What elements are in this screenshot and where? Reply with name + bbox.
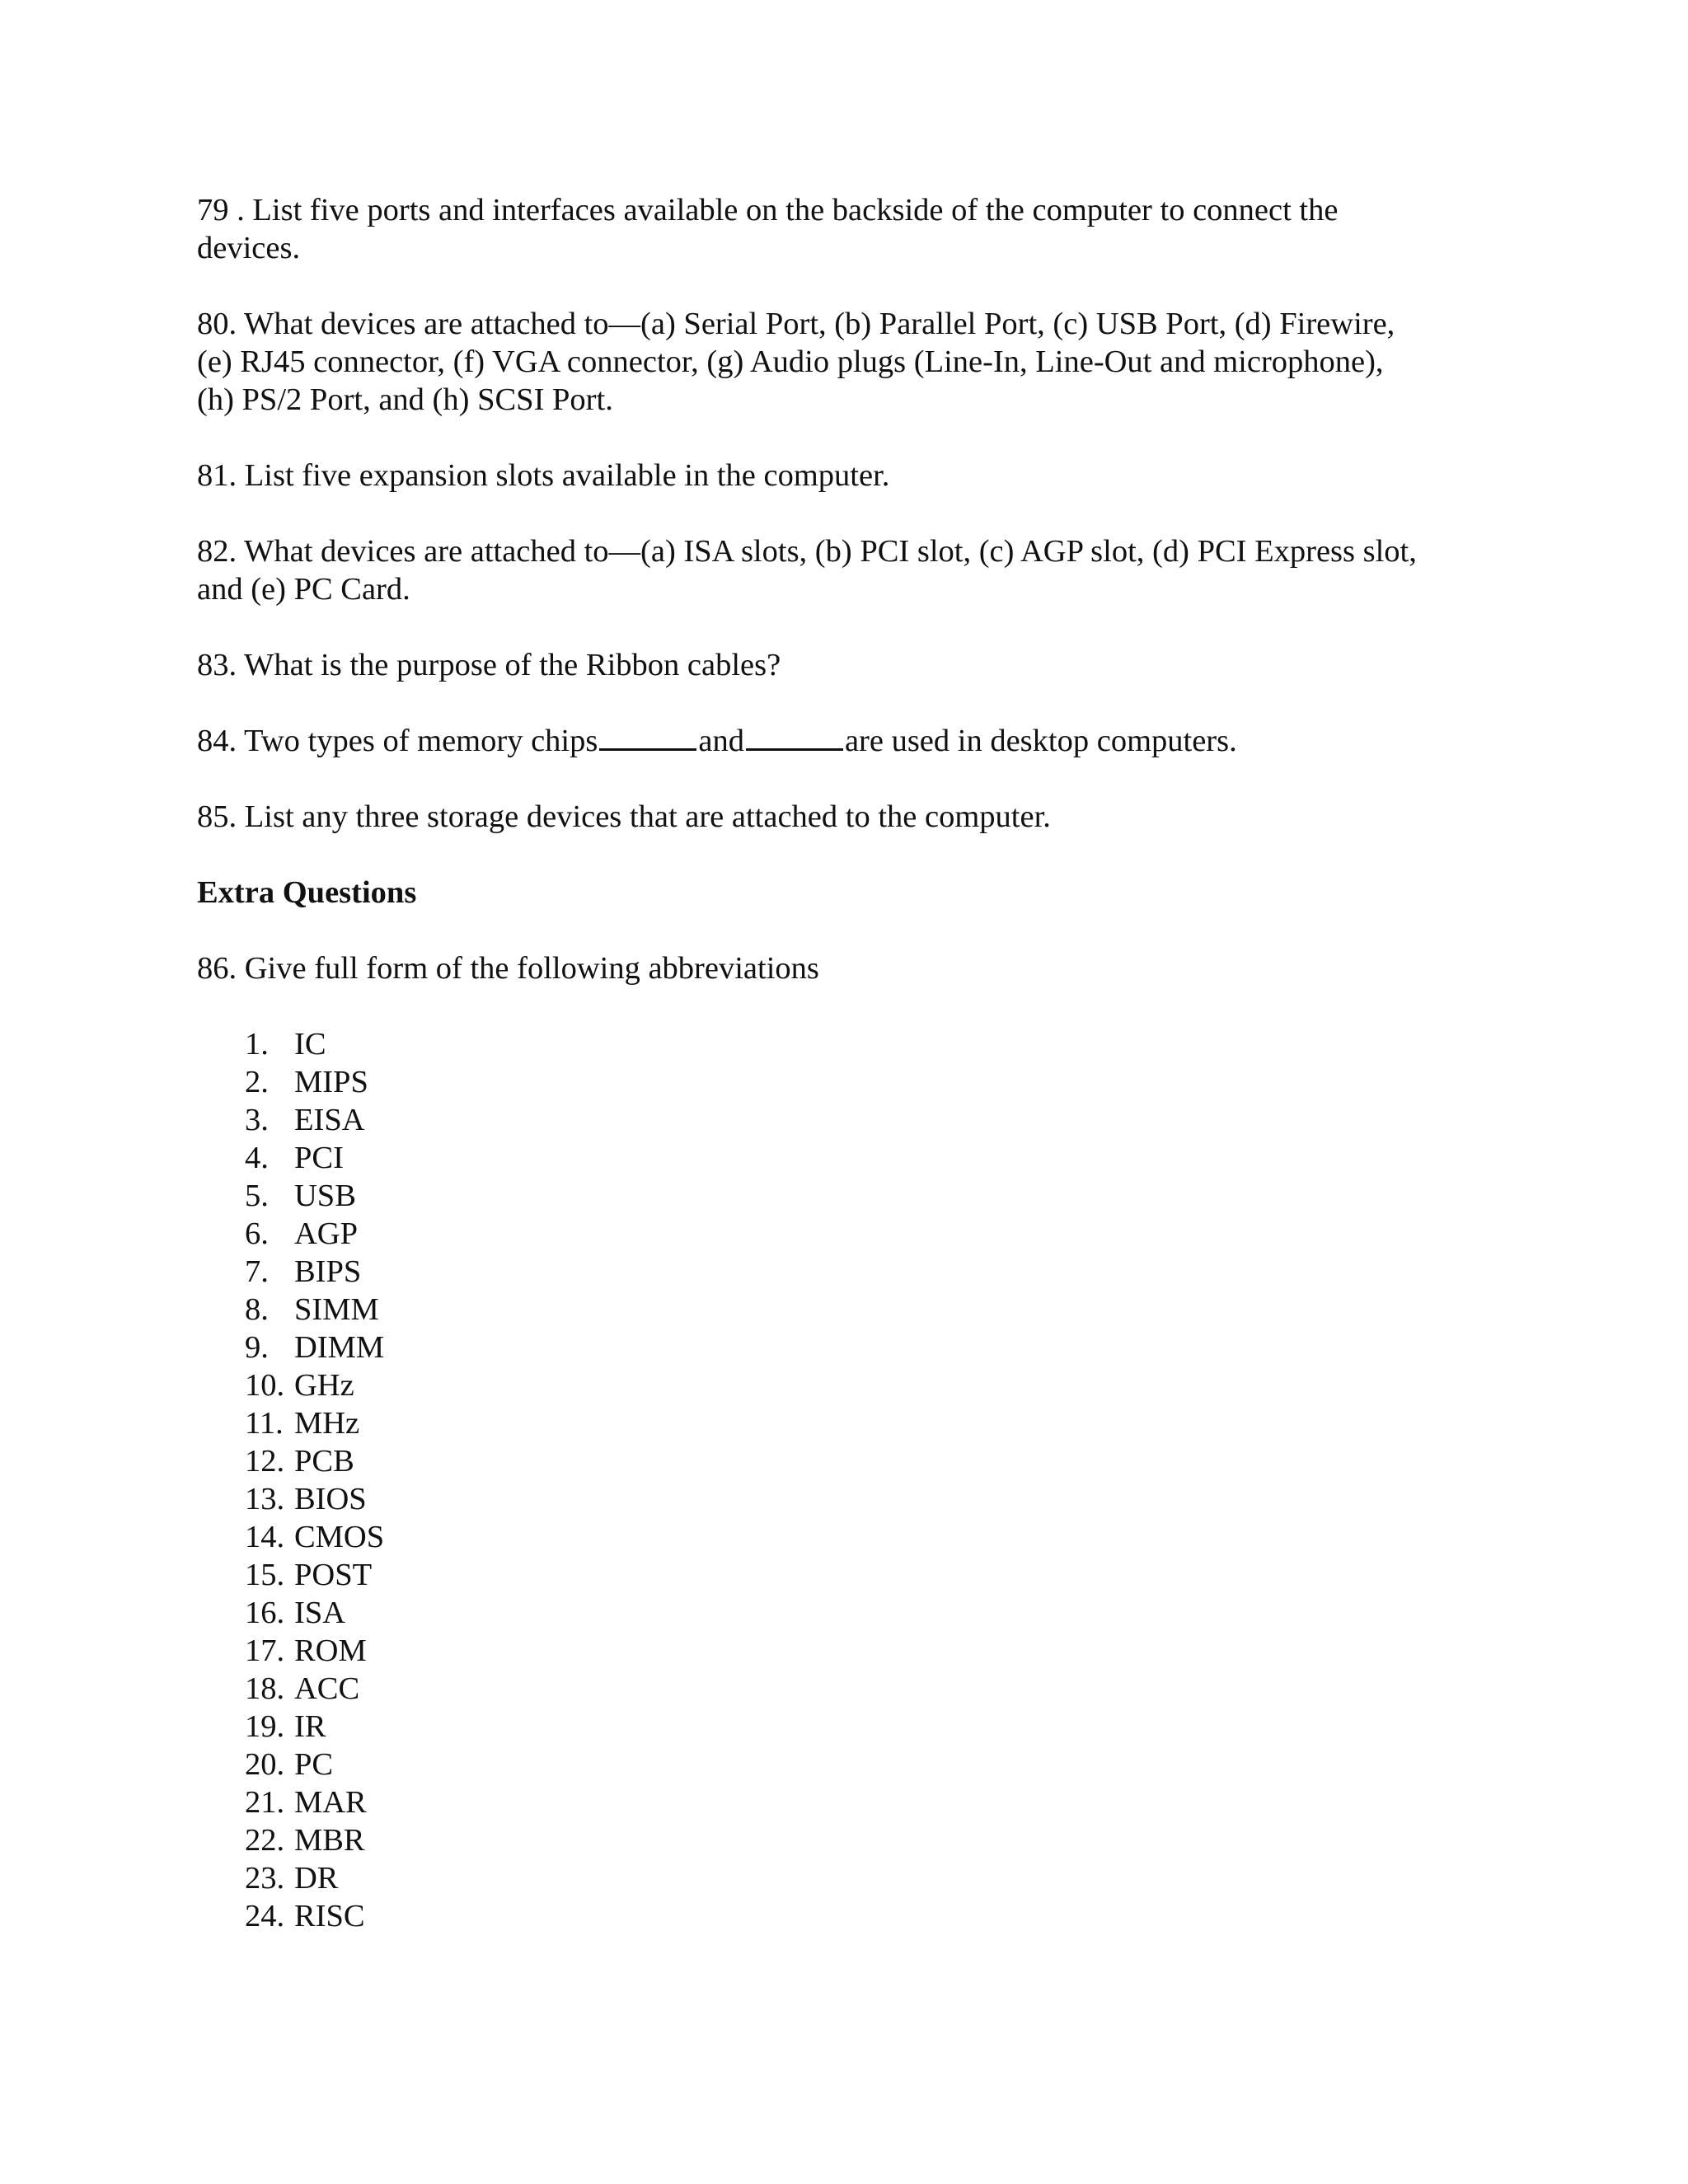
list-item-number: 17. — [245, 1633, 285, 1668]
list-item-abbreviation: IR — [294, 1709, 326, 1744]
question-79-line-2: devices. — [197, 231, 301, 265]
list-item-number: 3. — [245, 1103, 269, 1137]
list-item-number: 22. — [245, 1823, 285, 1858]
list-item — [245, 1404, 1516, 1442]
question-85: 85. List any three storage devices that are attached to the computer. — [197, 799, 1051, 834]
list-item — [245, 1291, 1516, 1329]
list-item-abbreviation: ROM — [294, 1633, 367, 1668]
list-item-abbreviation: CMOS — [294, 1520, 385, 1554]
list-item-abbreviation: POST — [294, 1558, 373, 1592]
question-80-line-3: (h) PS/2 Port, and (h) SCSI Port. — [197, 382, 613, 417]
list-item-abbreviation: RISC — [294, 1899, 365, 1933]
list-item — [245, 1442, 1516, 1480]
question-84-part-3: are used in desktop computers. — [844, 724, 1237, 758]
question-79 — [197, 191, 1516, 267]
question-80-line-1: 80. What devices are attached to—(a) Serial Port, (b) Parallel Port, (c) USB Port, (d) Firewire, — [197, 307, 1395, 341]
list-item — [245, 1783, 1516, 1821]
question-84-part-1: 84. Two types of memory chips — [197, 724, 598, 758]
question-84 — [197, 722, 1516, 760]
list-item-abbreviation: ISA — [294, 1596, 346, 1630]
list-item-number: 19. — [245, 1709, 285, 1744]
list-item-number: 13. — [245, 1482, 285, 1516]
question-83: 83. What is the purpose of the Ribbon cables? — [197, 648, 781, 682]
list-item-number: 24. — [245, 1899, 285, 1933]
list-item-abbreviation: DR — [294, 1861, 339, 1896]
question-79-line-1: 79 . List five ports and interfaces available on the backside of the computer to connect the — [197, 193, 1339, 227]
list-item-abbreviation: SIMM — [294, 1292, 379, 1327]
list-item-abbreviation: IC — [294, 1027, 326, 1062]
list-item — [245, 1329, 1516, 1366]
list-item-abbreviation: MIPS — [294, 1065, 368, 1099]
list-item-abbreviation: PCB — [294, 1444, 354, 1479]
list-item-number: 18. — [245, 1671, 285, 1706]
list-item-number: 7. — [245, 1254, 269, 1289]
answer-blank-1 — [599, 724, 696, 751]
list-item-number: 6. — [245, 1216, 269, 1251]
list-item — [245, 1746, 1516, 1783]
list-item-number: 11. — [245, 1406, 284, 1441]
list-item-abbreviation: USB — [294, 1179, 356, 1213]
list-item — [245, 1480, 1516, 1518]
list-item-number: 1. — [245, 1027, 269, 1062]
list-item — [245, 1063, 1516, 1101]
list-item-number: 5. — [245, 1179, 269, 1213]
question-86: 86. Give full form of the following abbreviations — [197, 951, 819, 986]
question-82 — [197, 532, 1516, 608]
list-item-abbreviation: MHz — [294, 1406, 360, 1441]
list-item-abbreviation: MBR — [294, 1823, 365, 1858]
list-item — [245, 1821, 1516, 1859]
list-item — [245, 1859, 1516, 1897]
list-item — [245, 1632, 1516, 1670]
list-item-abbreviation: DIMM — [294, 1330, 385, 1365]
list-item — [245, 1670, 1516, 1708]
list-item-abbreviation: MAR — [294, 1785, 367, 1820]
question-82-line-1: 82. What devices are attached to—(a) ISA slots, (b) PCI slot, (c) AGP slot, (d) PCI Express slot, — [197, 534, 1417, 569]
list-item — [245, 1139, 1516, 1177]
list-item — [245, 1897, 1516, 1935]
question-82-line-2: and (e) PC Card. — [197, 572, 410, 607]
list-item-abbreviation: BIPS — [294, 1254, 362, 1289]
list-item — [245, 1101, 1516, 1139]
list-item-number: 8. — [245, 1292, 269, 1327]
list-item — [245, 1253, 1516, 1291]
list-item-abbreviation: PC — [294, 1747, 334, 1782]
abbreviation-list — [197, 1025, 1516, 1935]
list-item — [245, 1025, 1516, 1063]
list-item-number: 10. — [245, 1368, 285, 1403]
list-item-number: 4. — [245, 1141, 269, 1175]
list-item-abbreviation: PCI — [294, 1141, 344, 1175]
list-item-abbreviation: GHz — [294, 1368, 354, 1403]
list-item-number: 20. — [245, 1747, 285, 1782]
question-81: 81. List five expansion slots available in the computer. — [197, 458, 890, 493]
list-item-number: 15. — [245, 1558, 285, 1592]
list-item-number: 14. — [245, 1520, 285, 1554]
list-item — [245, 1556, 1516, 1594]
list-item — [245, 1518, 1516, 1556]
list-item-number: 21. — [245, 1785, 285, 1820]
answer-blank-2 — [746, 724, 843, 751]
list-item-abbreviation: EISA — [294, 1103, 365, 1137]
list-item — [245, 1215, 1516, 1253]
section-heading: Extra Questions — [197, 875, 417, 910]
list-item-number: 9. — [245, 1330, 269, 1365]
list-item — [245, 1366, 1516, 1404]
list-item-number: 2. — [245, 1065, 269, 1099]
question-80 — [197, 305, 1516, 419]
question-80-line-2: (e) RJ45 connector, (f) VGA connector, (g) Audio plugs (Line-In, Line-Out and microphone), — [197, 344, 1384, 379]
list-item — [245, 1594, 1516, 1632]
list-item-abbreviation: AGP — [294, 1216, 359, 1251]
list-item-number: 16. — [245, 1596, 285, 1630]
question-84-part-2: and — [698, 724, 744, 758]
list-item — [245, 1177, 1516, 1215]
list-item — [245, 1708, 1516, 1746]
list-item-number: 23. — [245, 1861, 285, 1896]
document-content — [197, 191, 1516, 1935]
list-item-abbreviation: ACC — [294, 1671, 360, 1706]
list-item-abbreviation: BIOS — [294, 1482, 367, 1516]
list-item-number: 12. — [245, 1444, 285, 1479]
